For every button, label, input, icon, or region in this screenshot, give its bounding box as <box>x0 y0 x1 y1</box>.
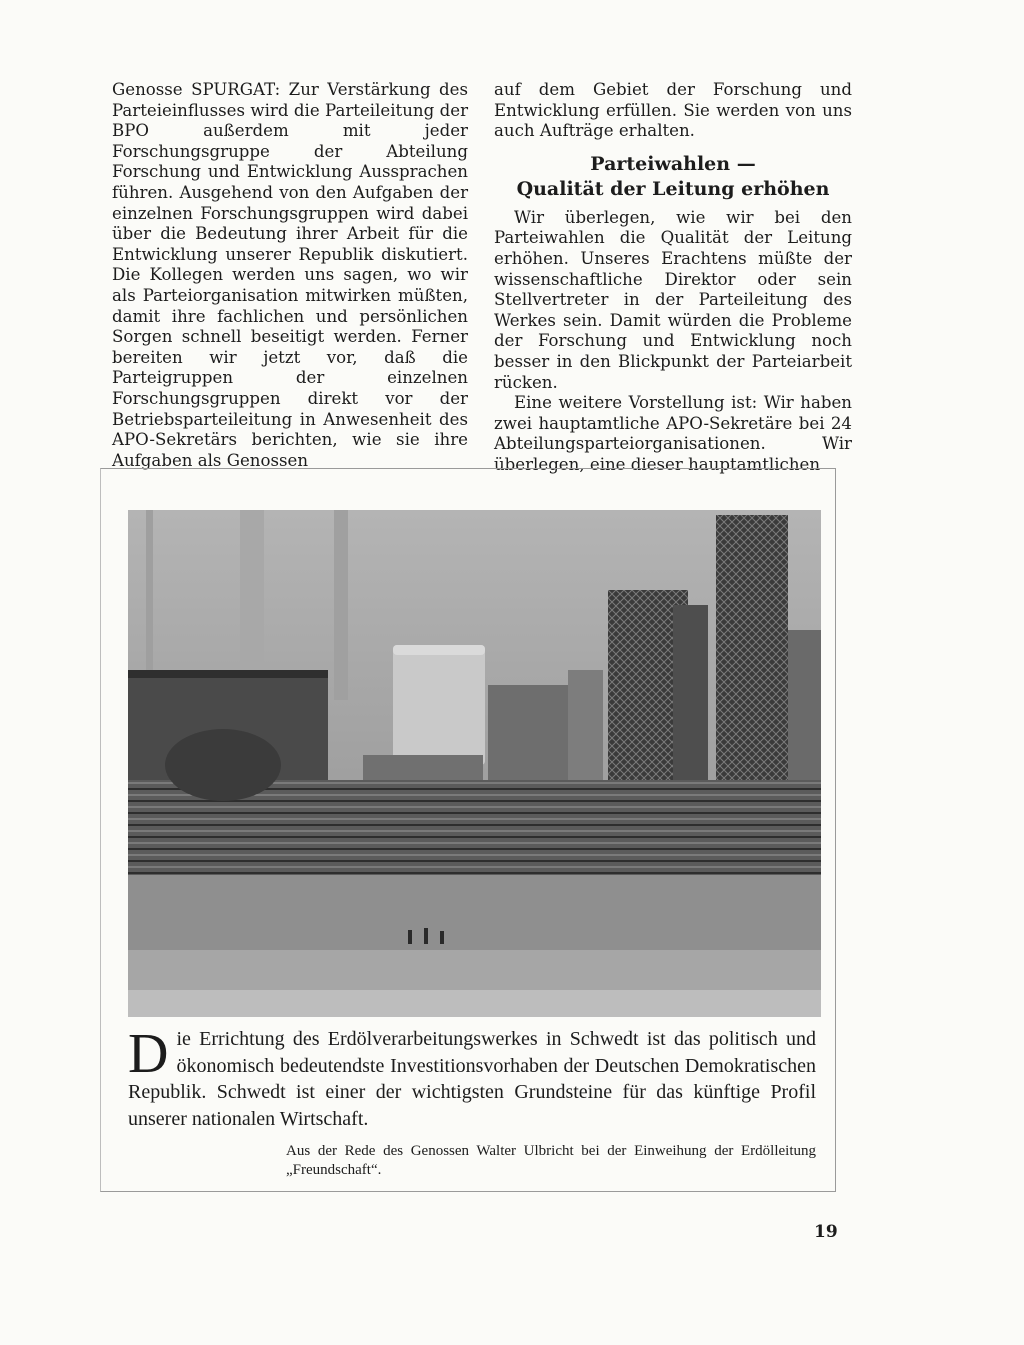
right-continuation: auf dem Gebiet der Forschung und Entwicklung erfüllen. Sie werden von uns auch Aufträge erhalten. <box>494 80 852 141</box>
left-column <box>112 80 468 471</box>
refinery-photo <box>128 510 821 1017</box>
right-column <box>494 80 852 476</box>
quote-dropcap: D <box>128 1023 169 1085</box>
section-heading-line1: Parteiwahlen — <box>590 152 756 175</box>
quote-source: Aus der Rede des Genossen Walter Ulbricht bei der Einweihung der Erdölleitung „Freundschaft“. <box>286 1143 816 1178</box>
quote-block <box>128 1023 816 1132</box>
left-paragraph: Genosse SPURGAT: Zur Verstärkung des Parteieinflusses wird die Parteileitung der BPO außerdem mit jeder Forschungsgruppe der Abteilung Forschung und Entwicklung Aussprachen führen. Ausgehend von den Aufgaben der einzelnen Forschungsgruppen wird dabei über die Bedeutung ihrer Arbeit für die Entwicklung unserer Republik diskutiert. Die Kollegen werden uns sagen, wo wir als Parteiorganisation mitwirken müßten, damit ihre fachlichen und persönlichen Sorgen schnell beseitigt werden. Ferner bereiten wir jetzt vor, daß die Parteigruppen der einzelnen Forschungsgruppen direkt vor der Betriebsparteileitung in Anwesenheit des APO-Sekretärs berichten, wie sie ihre Aufgaben als Genossen <box>112 80 468 470</box>
right-paragraph-2: Eine weitere Vorstellung ist: Wir haben zwei hauptamtliche APO-Sekretäre bei 24 Abteilungsparteiorganisationen. Wir überlegen, eine dieser hauptamtlichen <box>494 393 852 474</box>
section-heading <box>494 152 852 202</box>
page-number: 19 <box>814 1222 838 1242</box>
right-paragraph-1: Wir überlegen, wie wir bei den Parteiwahlen die Qualität der Leitung erhöhen. Unseres Erachtens müßte der wissenschaftliche Direktor oder sein Stellvertreter in der Parteileitung des Werkes sein. Damit würden die Probleme der Forschung und Entwicklung noch besser in den Blickpunkt der Parteiarbeit rücken. <box>494 207 852 392</box>
quote-text: ie Errichtung des Erdölverarbeitungswerkes in Schwedt ist das politisch und ökonomisch bedeutendste Investitionsvorhaben der Deutschen Demokratischen Republik. Schwedt ist einer der wichtigsten Grundsteine für das künftige Profil unserer nationalen Wirtschaft. <box>128 1028 816 1130</box>
section-heading-line2: Qualität der Leitung erhöhen <box>516 177 830 200</box>
